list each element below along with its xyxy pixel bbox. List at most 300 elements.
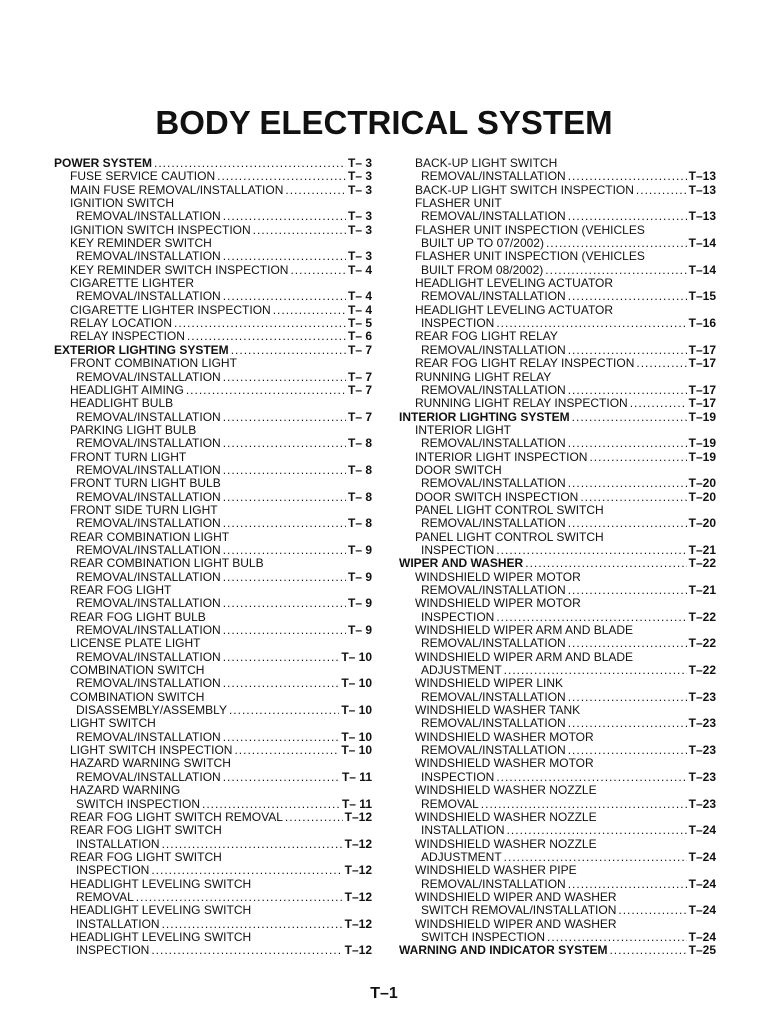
toc-entry (399, 651, 716, 664)
toc-entry (54, 464, 372, 477)
toc-entry (399, 357, 716, 370)
toc-entry (54, 371, 372, 384)
toc-entry (399, 210, 716, 223)
toc-entry-title: WARNING AND INDICATOR SYSTEM (399, 944, 608, 958)
toc-entry (54, 571, 372, 584)
toc-entry-title: WIPER AND WASHER (399, 557, 524, 571)
toc-entry (399, 371, 716, 384)
toc-entry-title: WINDSHIELD WASHER NOZZLE (415, 784, 597, 798)
toc-page-ref: T– 3 (347, 210, 372, 224)
toc-entry-title: BACK-UP LIGHT SWITCH (415, 157, 558, 170)
toc-entry (54, 717, 372, 730)
toc-entry-title: INSPECTION (421, 610, 495, 624)
dot-leader (568, 170, 687, 183)
toc-entry (399, 517, 716, 530)
toc-entry (399, 918, 716, 931)
toc-entry-title: INTERIOR LIGHT INSPECTION (415, 450, 588, 464)
toc-entry-title: BUILT FROM 08/2002) (421, 263, 544, 277)
dot-leader (151, 944, 342, 957)
toc-entry (399, 691, 716, 704)
toc-entry-title: WINDSHIELD WIPER ARM AND BLADE (415, 624, 634, 638)
toc-page-ref: T– 7 (347, 383, 372, 397)
toc-page-ref: T–16 (688, 317, 716, 331)
dot-leader (568, 210, 687, 223)
dot-leader (568, 744, 687, 757)
toc-right-column (399, 157, 716, 958)
dot-leader (636, 184, 687, 197)
toc-page-ref: T–24 (688, 904, 716, 918)
toc-entry (399, 531, 716, 544)
toc-entry (399, 504, 716, 517)
toc-entry (399, 838, 716, 851)
toc-entry (399, 237, 716, 250)
toc-entry-title: REAR FOG LIGHT SWITCH (70, 824, 222, 838)
toc-entry (399, 277, 716, 290)
toc-entry (399, 197, 716, 210)
dot-leader (223, 250, 346, 263)
toc-entry-title: KEY REMINDER SWITCH INSPECTION (70, 263, 289, 277)
toc-entry-title: HAZARD WARNING SWITCH (70, 757, 231, 771)
toc-entry-title: REAR FOG LIGHT RELAY INSPECTION (415, 357, 635, 371)
toc-page-ref: T– 7 (347, 410, 372, 424)
toc-entry-title: HAZARD WARNING (70, 784, 181, 798)
toc-entry-title: WINDSHIELD WASHER MOTOR (415, 757, 594, 771)
toc-entry (54, 477, 372, 490)
toc-entry-title: SWITCH INSPECTION (76, 797, 201, 811)
toc-page-ref: T– 10 (341, 704, 372, 718)
toc-entry (399, 771, 716, 784)
toc-entry-title: REMOVAL/INSTALLATION (76, 463, 221, 477)
toc-entry (399, 904, 716, 917)
toc-entry-title: REMOVAL/INSTALLATION (421, 170, 566, 184)
toc-page-ref: T– 4 (347, 303, 372, 317)
toc-entry-title: REAR COMBINATION LIGHT BULB (70, 557, 264, 571)
toc-entry-title: REMOVAL/INSTALLATION (76, 437, 221, 451)
toc-entry (399, 317, 716, 330)
toc-page-ref: T–20 (688, 490, 716, 504)
dot-leader (568, 584, 687, 597)
toc-page-ref: T–24 (688, 877, 716, 891)
toc-entry (54, 664, 372, 677)
dot-leader (223, 290, 346, 303)
dot-leader (504, 664, 687, 677)
toc-entry-title: REMOVAL/INSTALLATION (76, 410, 221, 424)
toc-entry-title: INSPECTION (421, 770, 495, 784)
toc-entry (399, 397, 716, 410)
toc-entry-title: REMOVAL/INSTALLATION (421, 744, 566, 758)
toc-page-ref: T– 10 (341, 744, 372, 758)
dot-leader (223, 210, 346, 223)
dot-leader (572, 411, 687, 424)
toc-entry (399, 811, 716, 824)
toc-entry (54, 330, 372, 343)
toc-entry-title: FLASHER UNIT (415, 197, 502, 211)
toc-page-ref: T– 9 (347, 597, 372, 611)
toc-entry-title: HEADLIGHT LEVELING ACTUATOR (415, 277, 614, 291)
toc-entry-title: CIGARETTE LIGHTER (70, 277, 195, 291)
toc-page-ref: T–12 (344, 810, 372, 824)
toc-section-heading (54, 344, 372, 357)
toc-page-ref: T– 11 (341, 770, 372, 784)
toc-left-column (54, 157, 372, 958)
page-number: T–1 (370, 985, 398, 1002)
toc-entry-title: WINDSHIELD WASHER PIPE (415, 864, 577, 878)
toc-entry-title: RUNNING LIGHT RELAY INSPECTION (415, 397, 628, 411)
dot-leader (223, 571, 346, 584)
toc-entry (54, 290, 372, 303)
toc-entry-title: RUNNING LIGHT RELAY (415, 370, 552, 384)
toc-entry (399, 477, 716, 490)
toc-page-ref: T–19 (688, 410, 716, 424)
dot-leader (507, 824, 687, 837)
toc-entry (54, 451, 372, 464)
toc-entry (54, 611, 372, 624)
toc-entry (54, 931, 372, 944)
toc-entry (399, 491, 716, 504)
toc-entry (399, 250, 716, 263)
toc-entry-title: PANEL LIGHT CONTROL SWITCH (415, 503, 604, 517)
toc-page-ref: T– 9 (347, 624, 372, 638)
toc-entry (54, 864, 372, 877)
dot-leader (186, 384, 346, 397)
toc-page-ref: T–17 (688, 357, 716, 371)
toc-entry-title: REMOVAL/INSTALLATION (76, 597, 221, 611)
dot-leader (162, 918, 343, 931)
toc-page-ref: T–12 (344, 837, 372, 851)
dot-leader (154, 157, 346, 170)
dot-leader (545, 264, 686, 277)
toc-entry (54, 264, 372, 277)
toc-entry (54, 384, 372, 397)
toc-entry (54, 437, 372, 450)
dot-leader (546, 237, 687, 250)
dot-leader (630, 397, 687, 410)
toc-entry (54, 624, 372, 637)
toc-page-ref: T–12 (344, 864, 372, 878)
toc-entry-title: INSPECTION (421, 543, 495, 557)
dot-leader (162, 838, 343, 851)
dot-leader (568, 437, 687, 450)
dot-leader (568, 878, 687, 891)
toc-page-ref: T–22 (688, 557, 716, 571)
toc-entry-title: FUSE SERVICE CAUTION (70, 170, 216, 184)
dot-leader (223, 491, 346, 504)
dot-leader (285, 184, 346, 197)
dot-leader (496, 611, 686, 624)
toc-page-ref: T– 9 (347, 570, 372, 584)
toc-entry-title: HEADLIGHT LEVELING ACTUATOR (415, 303, 614, 317)
toc-page-ref: T– 3 (347, 170, 372, 184)
dot-leader (496, 771, 686, 784)
toc-page-ref: T–25 (688, 944, 716, 958)
dot-leader (525, 557, 686, 570)
toc-entry (54, 744, 372, 757)
page-title: BODY ELECTRICAL SYSTEM (155, 104, 613, 141)
dot-leader (290, 264, 346, 277)
toc-entry-title: FRONT TURN LIGHT (70, 450, 187, 464)
dot-leader (609, 944, 686, 957)
toc-page-ref: T–15 (688, 290, 716, 304)
toc-entry-title: KEY REMINDER SWITCH (70, 237, 212, 251)
dot-leader (231, 344, 346, 357)
toc-entry-title: PARKING LIGHT BULB (70, 423, 197, 437)
toc-page-ref: T–17 (688, 343, 716, 357)
toc-entry (54, 491, 372, 504)
toc-entry-title: REMOVAL/INSTALLATION (76, 250, 221, 264)
toc-entry-title: INSTALLATION (76, 917, 160, 931)
dot-leader (568, 691, 687, 704)
toc-page-ref: T–20 (688, 477, 716, 491)
toc-entry-title: WINDSHIELD WASHER TANK (415, 704, 581, 718)
toc-entry-title: DOOR SWITCH INSPECTION (415, 490, 579, 504)
toc-entry-title: HEADLIGHT LEVELING SWITCH (70, 877, 252, 891)
toc-entry (54, 224, 372, 237)
toc-entry-title: REAR FOG LIGHT RELAY (415, 330, 558, 344)
toc-entry-title: SWITCH REMOVAL/INSTALLATION (421, 904, 617, 918)
toc-entry-title: REMOVAL/INSTALLATION (421, 717, 566, 731)
toc-entry (54, 838, 372, 851)
toc-entry-title: REMOVAL/INSTALLATION (421, 637, 566, 651)
toc-entry (54, 184, 372, 197)
toc-entry (54, 411, 372, 424)
toc-entry-title: REAR FOG LIGHT BULB (70, 610, 206, 624)
toc-page-ref: T– 5 (347, 317, 372, 331)
toc-entry (54, 757, 372, 770)
toc-entry (399, 851, 716, 864)
toc-page-ref: T– 4 (347, 290, 372, 304)
toc-entry-title: FRONT SIDE TURN LIGHT (70, 503, 218, 517)
toc-page-ref: T– 3 (347, 157, 372, 170)
toc-entry (399, 384, 716, 397)
toc-entry-title: REMOVAL/INSTALLATION (421, 383, 566, 397)
toc-entry-title: REMOVAL/INSTALLATION (421, 584, 566, 597)
toc-entry-title: CIGARETTE LIGHTER INSPECTION (70, 303, 271, 317)
toc-section-heading (399, 557, 716, 570)
toc-entry (54, 277, 372, 290)
toc-entry-title: IGNITION SWITCH INSPECTION (70, 223, 251, 237)
toc-page-ref: T–12 (344, 944, 372, 958)
toc-entry-title: REMOVAL/INSTALLATION (76, 210, 221, 224)
toc-entry (399, 224, 716, 237)
toc-entry (399, 637, 716, 650)
dot-leader (223, 651, 340, 664)
dot-leader (223, 771, 340, 784)
toc-page-ref: T–17 (688, 383, 716, 397)
toc-entry (54, 891, 372, 904)
dot-leader (223, 371, 346, 384)
toc-entry-title: INSTALLATION (421, 824, 505, 838)
toc-page-ref: T–19 (688, 450, 716, 464)
dot-leader (202, 798, 340, 811)
toc-entry-title: FRONT COMBINATION LIGHT (70, 357, 237, 371)
toc-entry-title: REAR COMBINATION LIGHT (70, 530, 230, 544)
dot-leader (223, 411, 346, 424)
dot-leader (568, 517, 687, 530)
toc-entry (399, 757, 716, 770)
toc-entry-title: RELAY LOCATION (70, 317, 173, 331)
toc-entry (54, 651, 372, 664)
toc-entry-title: COMBINATION SWITCH (70, 690, 205, 704)
toc-section-heading (54, 157, 372, 170)
toc-entry-title: REMOVAL (421, 797, 479, 811)
toc-entry-title: WINDSHIELD WIPER AND WASHER (415, 917, 617, 931)
toc-entry (54, 731, 372, 744)
toc-entry (54, 798, 372, 811)
dot-leader (504, 851, 687, 864)
toc-entry (54, 210, 372, 223)
dot-leader (229, 704, 339, 717)
toc-entry-title: PANEL LIGHT CONTROL SWITCH (415, 530, 604, 544)
dot-leader (273, 304, 346, 317)
toc-page-ref: T–21 (688, 543, 716, 557)
toc-entry (399, 290, 716, 303)
toc-entry (399, 437, 716, 450)
toc-entry-title: REMOVAL/INSTALLATION (76, 730, 221, 744)
toc-entry (399, 611, 716, 624)
toc-entry (54, 637, 372, 650)
dot-leader (223, 624, 346, 637)
toc-entry (54, 904, 372, 917)
toc-entry-title: WINDSHIELD WIPER LINK (415, 677, 564, 691)
toc-page-ref: T–23 (688, 797, 716, 811)
toc-entry-title: REMOVAL/INSTALLATION (76, 543, 221, 557)
dot-leader (223, 597, 346, 610)
toc-entry-title: REMOVAL (76, 890, 134, 904)
toc-entry-title: DOOR SWITCH (415, 463, 502, 477)
toc-entry-title: BUILT UP TO 07/2002) (421, 237, 544, 251)
toc-entry (399, 878, 716, 891)
toc-entry (54, 397, 372, 410)
dot-leader (223, 544, 346, 557)
toc-entry-title: POWER SYSTEM (54, 157, 153, 170)
toc-entry (399, 264, 716, 277)
toc-page-ref: T– 10 (341, 730, 372, 744)
toc-page-ref: T–23 (688, 717, 716, 731)
toc-page-ref: T–21 (688, 584, 716, 597)
toc-entry-title: HEADLIGHT LEVELING SWITCH (70, 930, 252, 944)
toc-entry-title: LIGHT SWITCH INSPECTION (70, 744, 233, 758)
toc-entry (399, 624, 716, 637)
toc-entry (54, 531, 372, 544)
toc-entry-title: REMOVAL/INSTALLATION (76, 624, 221, 638)
toc-page-ref: T– 8 (347, 463, 372, 477)
dot-leader (174, 317, 346, 330)
toc-entry (399, 584, 716, 597)
toc-page-ref: T– 3 (347, 223, 372, 237)
toc-entry-title: REMOVAL/INSTALLATION (76, 490, 221, 504)
toc-page-ref: T–13 (688, 183, 716, 197)
dot-leader (151, 864, 342, 877)
toc-entry (54, 237, 372, 250)
toc-entry-title: REMOVAL/INSTALLATION (421, 437, 566, 451)
toc-page-ref: T– 11 (341, 797, 372, 811)
toc-entry-title: INTERIOR LIGHTING SYSTEM (399, 410, 570, 424)
dot-leader (234, 744, 339, 757)
toc-entry (54, 584, 372, 597)
toc-page-ref: T– 8 (347, 437, 372, 451)
toc-page-ref: T– 8 (347, 517, 372, 531)
toc-entry-title: LIGHT SWITCH (70, 717, 156, 731)
toc-entry-title: REAR FOG LIGHT (70, 584, 172, 597)
toc-page-ref: T–23 (688, 770, 716, 784)
toc-page-ref: T–24 (688, 824, 716, 838)
toc-entry-title: IGNITION SWITCH (70, 197, 174, 211)
toc-entry (399, 704, 716, 717)
toc-entry (399, 157, 716, 170)
dot-leader (187, 330, 346, 343)
toc-page-ref: T– 7 (347, 370, 372, 384)
toc-entry (54, 824, 372, 837)
dot-leader (580, 491, 686, 504)
toc-entry (54, 918, 372, 931)
toc-entry-title: FLASHER UNIT INSPECTION (VEHICLES (415, 223, 645, 237)
toc-entry (54, 691, 372, 704)
toc-entry-title: WINDSHIELD WIPER MOTOR (415, 597, 581, 611)
toc-entry-title: REMOVAL/INSTALLATION (421, 210, 566, 224)
toc-entry (54, 357, 372, 370)
toc-entry (399, 464, 716, 477)
toc-entry (54, 597, 372, 610)
toc-entry (399, 451, 716, 464)
toc-entry-title: REMOVAL/INSTALLATION (421, 290, 566, 304)
toc-entry-title: REAR FOG LIGHT SWITCH (70, 850, 222, 864)
toc-entry-title: REMOVAL/INSTALLATION (76, 770, 221, 784)
toc-entry-title: WINDSHIELD WASHER NOZZLE (415, 810, 597, 824)
toc-entry-title: WINDSHIELD WASHER MOTOR (415, 730, 594, 744)
toc-entry (54, 784, 372, 797)
toc-entry-title: BACK-UP LIGHT SWITCH INSPECTION (415, 183, 634, 197)
toc-entry (399, 664, 716, 677)
toc-entry-title: WINDSHIELD WASHER NOZZLE (415, 837, 597, 851)
toc-entry-title: MAIN FUSE REMOVAL/INSTALLATION (70, 183, 284, 197)
toc-page-ref: T– 10 (341, 650, 372, 664)
toc-entry (54, 317, 372, 330)
toc-entry-title: FLASHER UNIT INSPECTION (VEHICLES (415, 250, 645, 264)
dot-leader (253, 224, 346, 237)
toc-entry-title: REMOVAL/INSTALLATION (76, 650, 221, 664)
toc-entry (399, 677, 716, 690)
toc-page-ref: T– 4 (347, 263, 372, 277)
toc-entry-title: REMOVAL/INSTALLATION (76, 517, 221, 531)
dot-leader (136, 891, 343, 904)
toc-page-ref: T–20 (688, 517, 716, 531)
toc-entry-title: WINDSHIELD WIPER ARM AND BLADE (415, 650, 634, 664)
toc-page-ref: T–12 (344, 890, 372, 904)
toc-entry (399, 731, 716, 744)
toc-page-ref: T–22 (688, 664, 716, 678)
toc-section-heading (399, 411, 716, 424)
toc-entry-title: INSPECTION (76, 864, 150, 878)
toc-entry (54, 811, 372, 824)
toc-page-ref: T– 7 (347, 343, 372, 357)
toc-entry-title: INSTALLATION (76, 837, 160, 851)
toc-entry (54, 851, 372, 864)
toc-entry (54, 944, 372, 957)
dot-leader (223, 464, 346, 477)
toc-entry (399, 744, 716, 757)
toc-entry-title: HEADLIGHT LEVELING SWITCH (70, 904, 252, 918)
toc-entry (399, 184, 716, 197)
toc-page-ref: T–24 (688, 850, 716, 864)
toc-entry-title: WINDSHIELD WIPER AND WASHER (415, 890, 617, 904)
toc-entry-title: LICENSE PLATE LIGHT (70, 637, 201, 651)
toc-entry-title: REMOVAL/INSTALLATION (421, 690, 566, 704)
toc-page-ref: T–22 (688, 610, 716, 624)
dot-leader (547, 931, 687, 944)
dot-leader (481, 798, 687, 811)
toc-entry (399, 784, 716, 797)
dot-leader (618, 904, 686, 917)
